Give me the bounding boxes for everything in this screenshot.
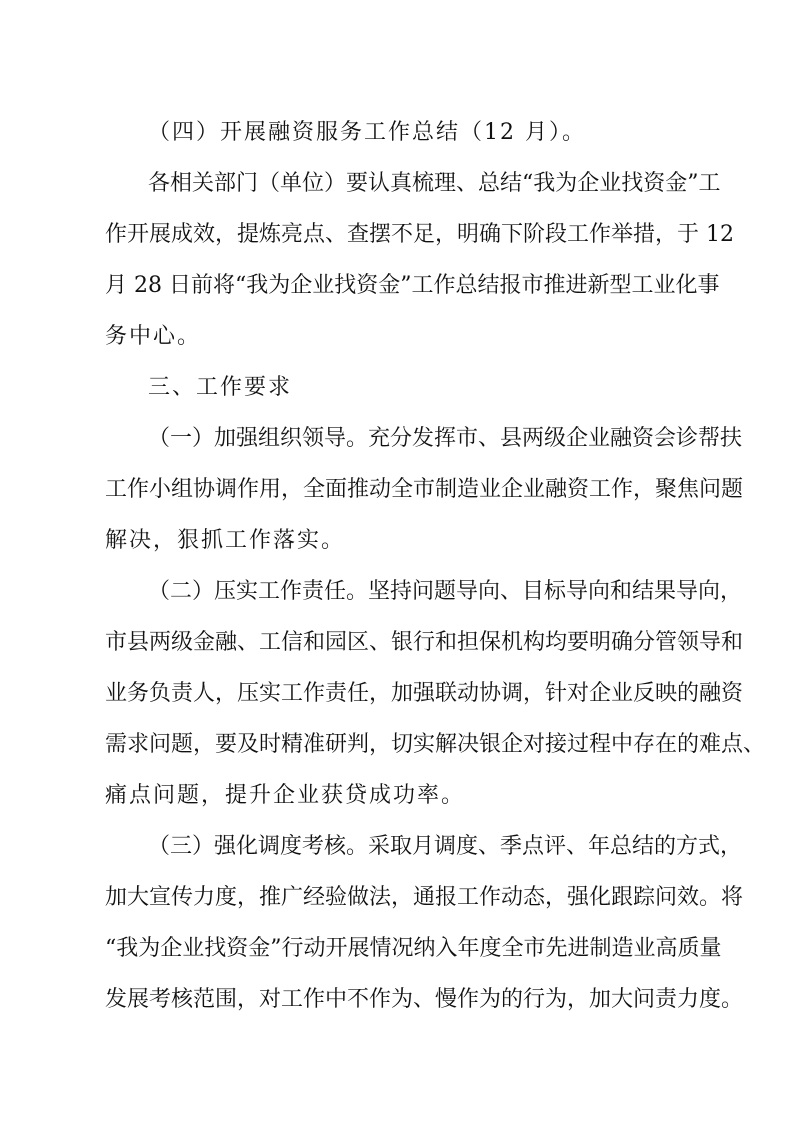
requirement-2-line: 痛点问题，提升企业获贷成功率。	[105, 783, 466, 808]
section-three-heading: 三、工作要求	[148, 375, 293, 400]
section-4-text-line: 各相关部门（单位）要认真梳理、总结“我为企业找资金”工	[148, 171, 721, 196]
requirement-1-line: （一）加强组织领导。充分发挥市、县两级企业融资会诊帮扶	[148, 426, 743, 451]
section-4-text-line: 务中心。	[105, 324, 202, 349]
requirement-1-line: 工作小组协调作用，全面推动全市制造业企业融资工作，聚焦问题	[105, 477, 744, 502]
requirement-3-line: （三）强化调度考核。采取月调度、季点评、年总结的方式，	[148, 834, 743, 859]
requirement-3-line: 发展考核范围，对工作中不作为、慢作为的行为，加大问责力度。	[105, 987, 744, 1012]
section-4-heading: （四）开展融资服务工作总结（12 月）。	[148, 120, 586, 145]
requirement-3-line: 加大宣传力度，推广经验做法，通报工作动态，强化跟踪问效。将	[105, 885, 744, 910]
requirement-2-line: 需求问题，要及时精准研判，切实解决银企对接过程中存在的难点、	[105, 732, 766, 757]
requirement-2-line: （二）压实工作责任。坚持问题导向、目标导向和结果导向，	[148, 579, 743, 604]
section-4-text-line: 作开展成效，提炼亮点、查摆不足，明确下阶段工作举措，于 12	[105, 222, 734, 247]
requirement-2-line: 市县两级金融、工信和园区、银行和担保机构均要明确分管领导和	[105, 630, 744, 655]
section-4-text-line: 月 28 日前将“我为企业找资金”工作总结报市推进新型工业化事	[105, 273, 720, 298]
requirement-2-line: 业务负责人，压实工作责任，加强联动协调，针对企业反映的融资	[105, 681, 744, 706]
requirement-1-line: 解决，狠抓工作落实。	[105, 528, 346, 553]
requirement-3-line: “我为企业找资金”行动开展情况纳入年度全市先进制造业高质量	[105, 936, 722, 961]
